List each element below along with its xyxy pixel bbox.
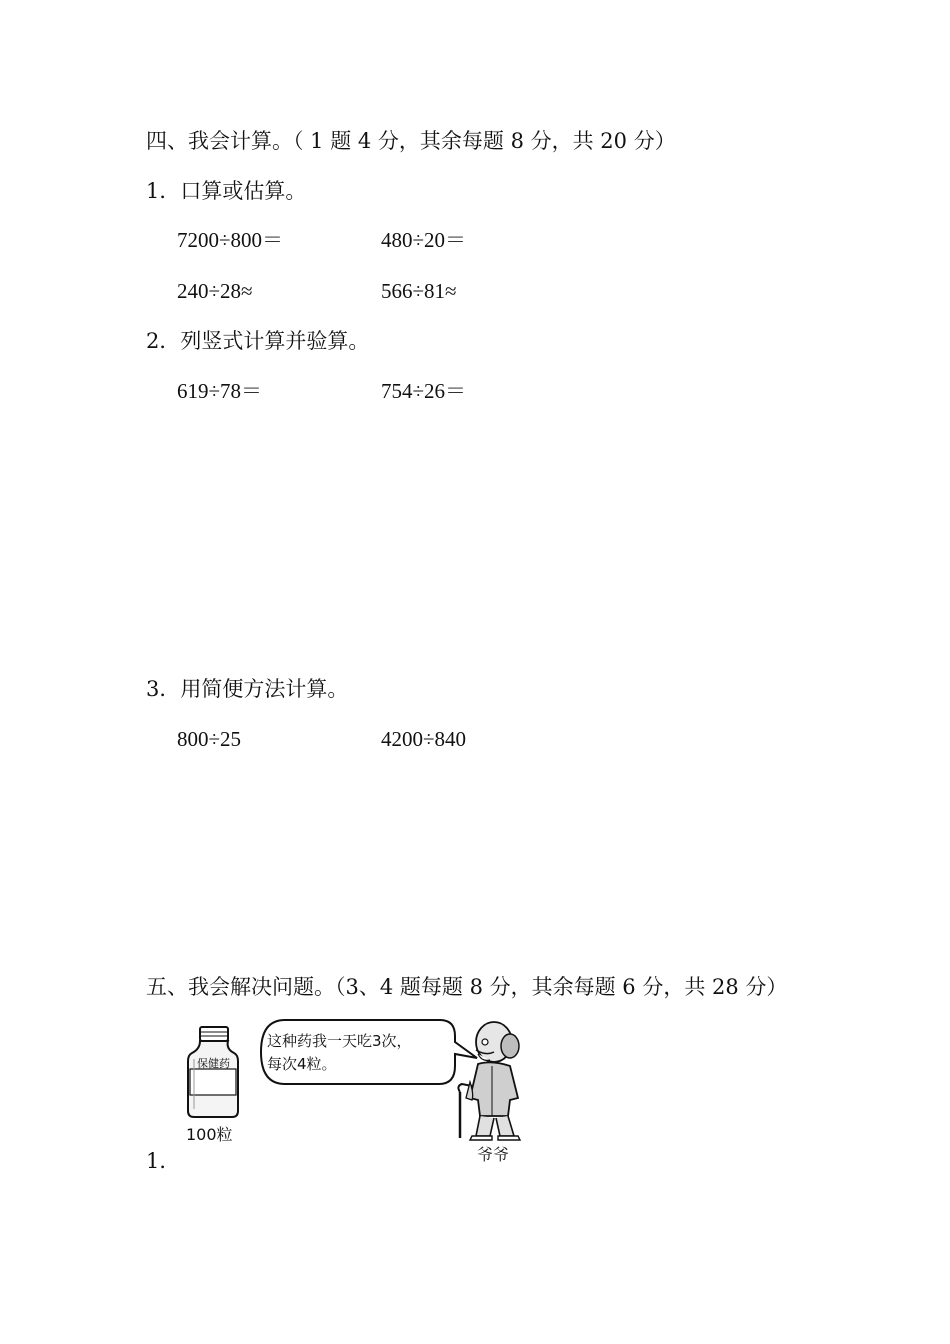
- q1-expr-2: 480÷20＝: [381, 228, 467, 252]
- q2-expr-1: 619÷78＝: [177, 379, 263, 403]
- q3-expr-1: 800÷25: [177, 727, 242, 751]
- grandpa-icon: [452, 1020, 542, 1145]
- q2-expr-2: 754÷26＝: [381, 379, 467, 403]
- speech-line-2: 每次4粒。: [267, 1055, 337, 1073]
- s5-q1-number: 1．: [146, 1149, 181, 1173]
- q1-expr-4: 566÷81≈: [381, 279, 457, 303]
- speech-line-1: 这种药我一天吃3次，: [267, 1032, 412, 1050]
- q1-expr-1: 7200÷800＝: [177, 228, 284, 252]
- bottle-label: 保健药: [197, 1057, 230, 1070]
- q2-label: 2．列竖式计算并验算。: [146, 329, 370, 353]
- section4-heading: 四、我会计算。（ 1 题 4 分，其余每题 8 分，共 20 分）: [146, 129, 676, 153]
- q1-label: 1．口算或估算。: [146, 179, 307, 203]
- q3-expr-2: 4200÷840: [381, 727, 467, 751]
- q1-expr-3: 240÷28≈: [177, 279, 253, 303]
- section5-heading: 五、我会解决问题。（3、4 题每题 8 分，其余每题 6 分，共 28 分）: [146, 975, 788, 999]
- grandpa-caption: 爷爷: [477, 1145, 510, 1164]
- q3-label: 3．用简便方法计算。: [146, 677, 349, 701]
- bottle-caption: 100粒: [186, 1125, 233, 1144]
